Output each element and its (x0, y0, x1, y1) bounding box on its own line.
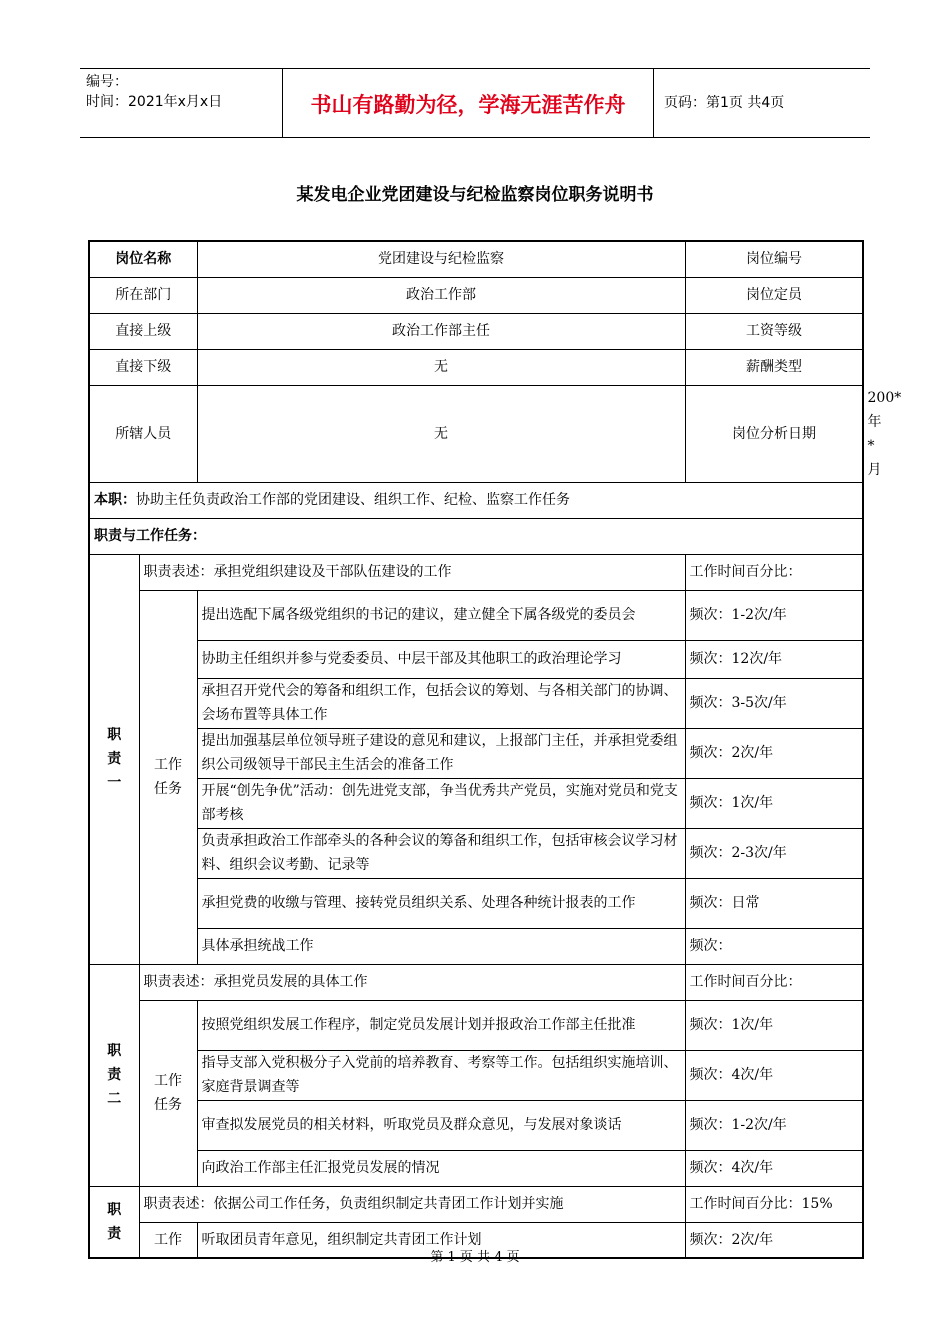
document-title: 某发电企业党团建设与纪检监察岗位职务说明书 (296, 185, 654, 205)
task-row (89, 828, 863, 878)
info-label: 薪酬类型 (685, 349, 863, 385)
task-text: 具体承担统战工作 (197, 928, 685, 964)
info-value: 党团建设与纪检监察 (197, 241, 685, 277)
duty-time-percentage: 工作时间百分比： (685, 964, 863, 1000)
info-label: 所在部门 (89, 277, 197, 313)
info-label: 所辖人员 (89, 385, 197, 482)
info-label: 工资等级 (685, 313, 863, 349)
task-frequency: 频次：2次/年 (685, 1222, 863, 1258)
page-header (80, 68, 870, 138)
info-label: 直接下级 (89, 349, 197, 385)
task-row (89, 928, 863, 964)
task-frequency: 频次：1-2次/年 (685, 1100, 863, 1150)
page-footer: 第 1 页 共 4 页 (430, 1250, 520, 1265)
mission-row (89, 482, 863, 518)
task-row (89, 1000, 863, 1050)
task-frequency: 频次：3-5次/年 (685, 678, 863, 728)
duty-description: 职责表述：依据公司工作任务，负责组织制定共青团工作计划并实施 (139, 1186, 685, 1222)
info-label: 岗位分析日期 (685, 385, 863, 482)
task-text: 开展“创先争优”活动：创先进党支部，争当优秀共产党员，实施对党员和党支部考核 (197, 778, 685, 828)
header-meta (80, 69, 283, 137)
task-row (89, 1100, 863, 1150)
task-label-cell (139, 590, 197, 964)
page-indicator: 页码：第1页 共4页 (664, 95, 785, 111)
task-frequency: 频次：1次/年 (685, 1000, 863, 1050)
mission-cell (89, 482, 863, 518)
duty-name-text: 职责 (107, 1201, 122, 1242)
info-value: 政治工作部 (197, 277, 685, 313)
info-label: 岗位定员 (685, 277, 863, 313)
task-text: 提出选配下属各级党组织的书记的建议，建立健全下属各级党的委员会 (197, 590, 685, 640)
task-text: 负责承担政治工作部牵头的各种会议的筹备和组织工作，包括审核会议学习材料、组织会议考勤、记录等 (197, 828, 685, 878)
job-description-table (88, 240, 902, 1259)
duty-name (89, 964, 139, 1186)
task-frequency: 频次：日常 (685, 878, 863, 928)
duty-description: 职责表述：承担党组织建设及干部队伍建设的工作 (139, 554, 685, 590)
mission-label: 本职： (94, 492, 136, 508)
task-row (89, 728, 863, 778)
doc-number-label: 编号： (86, 74, 128, 90)
task-text: 按照党组织发展工作程序，制定党员发展计划并报政治工作部主任批准 (197, 1000, 685, 1050)
duty-name-text: 职责二 (107, 1043, 122, 1107)
task-frequency: 频次：4次/年 (685, 1150, 863, 1186)
info-label: 岗位名称 (89, 241, 197, 277)
task-text: 协助主任组织并参与党委委员、中层干部及其他职工的政治理论学习 (197, 640, 685, 678)
task-frequency: 频次：1次/年 (685, 778, 863, 828)
info-row (89, 349, 863, 385)
info-row (89, 313, 863, 349)
info-value: 无 (197, 349, 685, 385)
duty-time-percentage: 工作时间百分比：15% (685, 1186, 863, 1222)
task-frequency: 频次：2-3次/年 (685, 828, 863, 878)
task-label: 工作任务 (154, 757, 182, 797)
info-value: 无 (197, 385, 685, 482)
task-row (89, 590, 863, 640)
task-text: 指导支部入党积极分子入党前的培养教育、考察等工作。包括组织实施培训、家庭背景调查等 (197, 1050, 685, 1100)
task-label: 工作任务 (154, 1073, 182, 1113)
task-text: 承担党费的收缴与管理、接转党员组织关系、处理各种统计报表的工作 (197, 878, 685, 928)
info-label: 岗位编号 (685, 241, 863, 277)
duties-header-row (89, 518, 863, 554)
task-row (89, 678, 863, 728)
task-frequency: 频次：4次/年 (685, 1050, 863, 1100)
info-value: 政治工作部主任 (197, 313, 685, 349)
duty-desc-row (89, 1186, 863, 1222)
task-text: 审查拟发展党员的相关材料，听取党员及群众意见，与发展对象谈话 (197, 1100, 685, 1150)
info-row: 所辖人员 无 岗位分析日期 200*年*月 (89, 385, 863, 482)
info-label: 直接上级 (89, 313, 197, 349)
duty-desc-row (89, 964, 863, 1000)
task-frequency: 频次：1-2次/年 (685, 590, 863, 640)
task-row (89, 778, 863, 828)
motto: 书山有路勤为径，学海无涯苦作舟 (283, 69, 654, 137)
duty-time-percentage: 工作时间百分比： (685, 554, 863, 590)
mission-text: 协助主任负责政治工作部的党团建设、组织工作、纪检、监察工作任务 (136, 492, 570, 508)
task-text: 向政治工作部主任汇报党员发展的情况 (197, 1150, 685, 1186)
duty-desc-row (89, 554, 863, 590)
duties-header: 职责与工作任务： (89, 518, 863, 554)
task-label: 工作 (154, 1231, 182, 1248)
duty-name-text: 职责一 (107, 727, 122, 791)
task-text: 听取团员青年意见，组织制定共青团工作计划 (197, 1222, 685, 1258)
duty-description: 职责表述：承担党员发展的具体工作 (139, 964, 685, 1000)
task-row (89, 640, 863, 678)
task-label-cell (139, 1000, 197, 1186)
task-frequency: 频次：12次/年 (685, 640, 863, 678)
task-row (89, 1050, 863, 1100)
task-frequency: 频次： (685, 928, 863, 964)
task-text: 提出加强基层单位领导班子建设的意见和建议，上报部门主任，并承担党委组织公司级领导干部民主生活会的准备工作 (197, 728, 685, 778)
info-row (89, 241, 863, 277)
task-frequency: 频次：2次/年 (685, 728, 863, 778)
duty-name (89, 554, 139, 964)
task-row (89, 1150, 863, 1186)
task-row (89, 878, 863, 928)
info-row (89, 277, 863, 313)
task-text: 承担召开党代会的筹备和组织工作，包括会议的筹划、与各相关部门的协调、会场布置等具体工作 (197, 678, 685, 728)
doc-time-label: 时间：2021年x月x日 (86, 94, 223, 110)
